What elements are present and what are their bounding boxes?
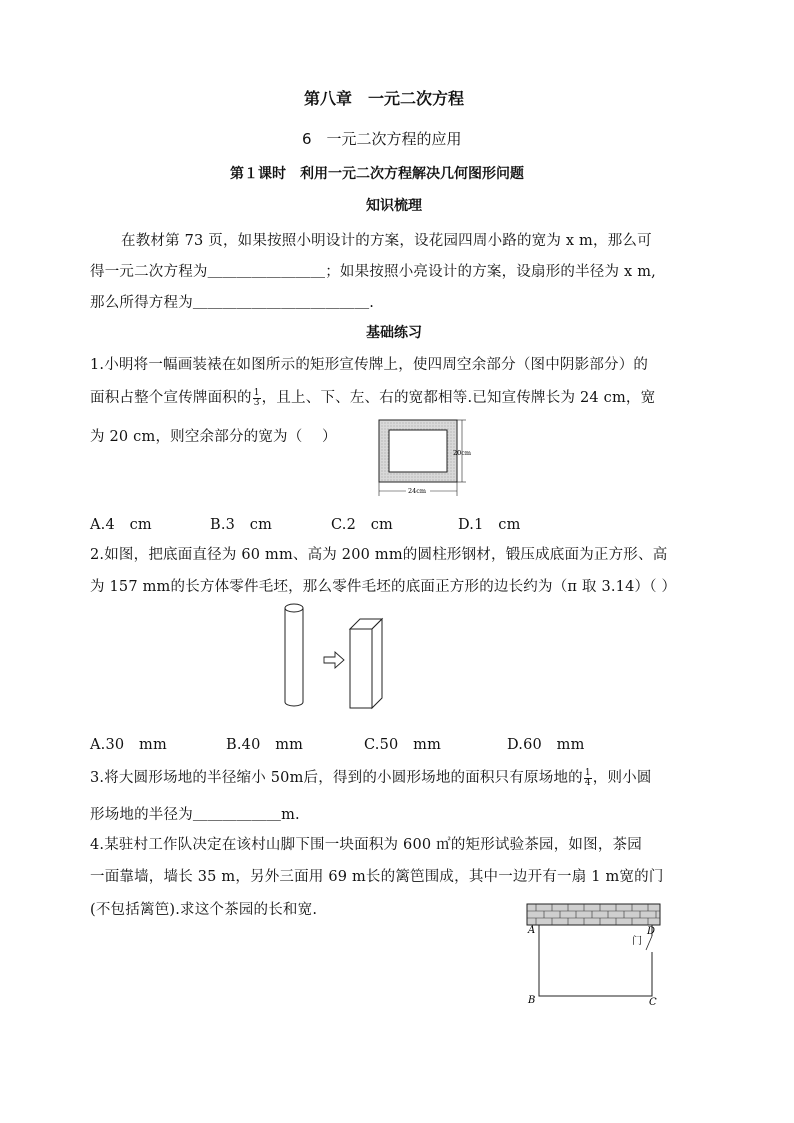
practice-heading: 基础练习 bbox=[366, 325, 422, 341]
q1-option-d: D.1 cm bbox=[458, 517, 521, 533]
label-a: A bbox=[528, 925, 536, 936]
q2-line-1: 2.如图，把底面直径为 60 mm、高为 200 mm的圆柱形钢材，锻压成底面为正方形、高 bbox=[90, 547, 668, 563]
q1-line-3: 为 20 cm，则空余部分的宽为（ ） bbox=[90, 429, 337, 445]
q1-line-2a: 面积占整个宣传牌面积的 bbox=[90, 390, 252, 406]
width-label: 24cm bbox=[408, 487, 427, 495]
door bbox=[646, 936, 652, 950]
lesson-title: 第１课时 利用一元二次方程解决几何图形问题 bbox=[230, 166, 524, 182]
q3-line-1b: ，则小圆 bbox=[592, 770, 652, 786]
box-side bbox=[372, 619, 382, 708]
knowledge-line-3: 那么所得方程为＿＿＿＿＿＿＿＿＿＿＿＿. bbox=[90, 295, 375, 311]
q3-frac-den: 4 bbox=[584, 777, 591, 788]
right-arrow-icon bbox=[324, 652, 344, 668]
q1-option-a: A.4 cm bbox=[90, 517, 152, 533]
label-c: C bbox=[649, 997, 657, 1008]
box-front bbox=[350, 629, 372, 708]
section-title: 6 一元二次方程的应用 bbox=[302, 130, 462, 148]
label-b: B bbox=[528, 995, 536, 1006]
q4-line-2: 一面靠墙，墙长 35 m，另外三面用 69 m长的篱笆围成，其中一边开有一扇 1 m宽的门 bbox=[90, 869, 664, 885]
board-inner bbox=[389, 430, 447, 472]
knowledge-line-1: 在教材第 73 页，如果按照小明设计的方案，设花园四周小路的宽为 x m，那么可 bbox=[121, 233, 652, 249]
q3-line-1a: 3.将大圆形场地的半径缩小 50m后，得到的小圆形场地的面积只有原场地的 bbox=[90, 770, 583, 786]
q2-option-a: A.30 mm bbox=[90, 737, 167, 753]
cylinder-top bbox=[285, 604, 303, 612]
label-d: D bbox=[647, 926, 656, 937]
q2-cylinder-figure bbox=[278, 600, 396, 718]
q1-board-figure bbox=[372, 416, 482, 500]
q2-option-c: C.50 mm bbox=[364, 737, 442, 753]
q3-line-1 bbox=[90, 766, 652, 788]
q1-frac-num: 1 bbox=[253, 387, 260, 398]
label-door: 门 bbox=[632, 936, 642, 947]
q2-option-d: D.60 mm bbox=[507, 737, 585, 753]
q4-garden-figure bbox=[522, 900, 668, 1010]
q2-line-2: 为 157 mm的长方体零件毛坯，那么零件毛坯的底面正方形的边长约为（π 取 3.14）（ ） bbox=[90, 579, 677, 595]
q1-option-b: B.3 cm bbox=[210, 517, 273, 533]
q4-line-1: 4.某驻村工作队决定在该村山脚下围一块面积为 600 ㎡的矩形试验茶园，如图，茶园 bbox=[90, 837, 642, 853]
knowledge-heading: 知识梳理 bbox=[366, 198, 422, 214]
chapter-title: 第八章 一元二次方程 bbox=[304, 89, 465, 108]
q1-option-c: C.2 cm bbox=[331, 517, 393, 533]
q4-line-3: (不包括篱笆).求这个茶园的长和宽. bbox=[90, 902, 318, 918]
height-label: 20cm bbox=[453, 449, 472, 457]
cylinder-body bbox=[285, 608, 303, 706]
q3-line-2: 形场地的半径为＿＿＿＿＿＿m. bbox=[90, 807, 300, 823]
q1-frac-den: 3 bbox=[253, 397, 260, 408]
q1-line-1: 1.小明将一幅画装裱在如图所示的矩形宣传牌上，使四周空余部分（图中阴影部分）的 bbox=[90, 357, 649, 373]
q3-frac-num: 1 bbox=[584, 767, 591, 778]
q2-option-b: B.40 mm bbox=[226, 737, 304, 753]
q1-line-2b: ，且上、下、左、右的宽都相等.已知宣传牌长为 24 cm，宽 bbox=[261, 390, 656, 406]
q1-fraction bbox=[253, 389, 261, 408]
knowledge-line-2: 得一元二次方程为＿＿＿＿＿＿＿＿；如果按照小亮设计的方案，设扇形的半径为 x m, bbox=[90, 264, 656, 280]
q3-fraction bbox=[584, 769, 592, 788]
q1-line-2 bbox=[90, 386, 655, 408]
